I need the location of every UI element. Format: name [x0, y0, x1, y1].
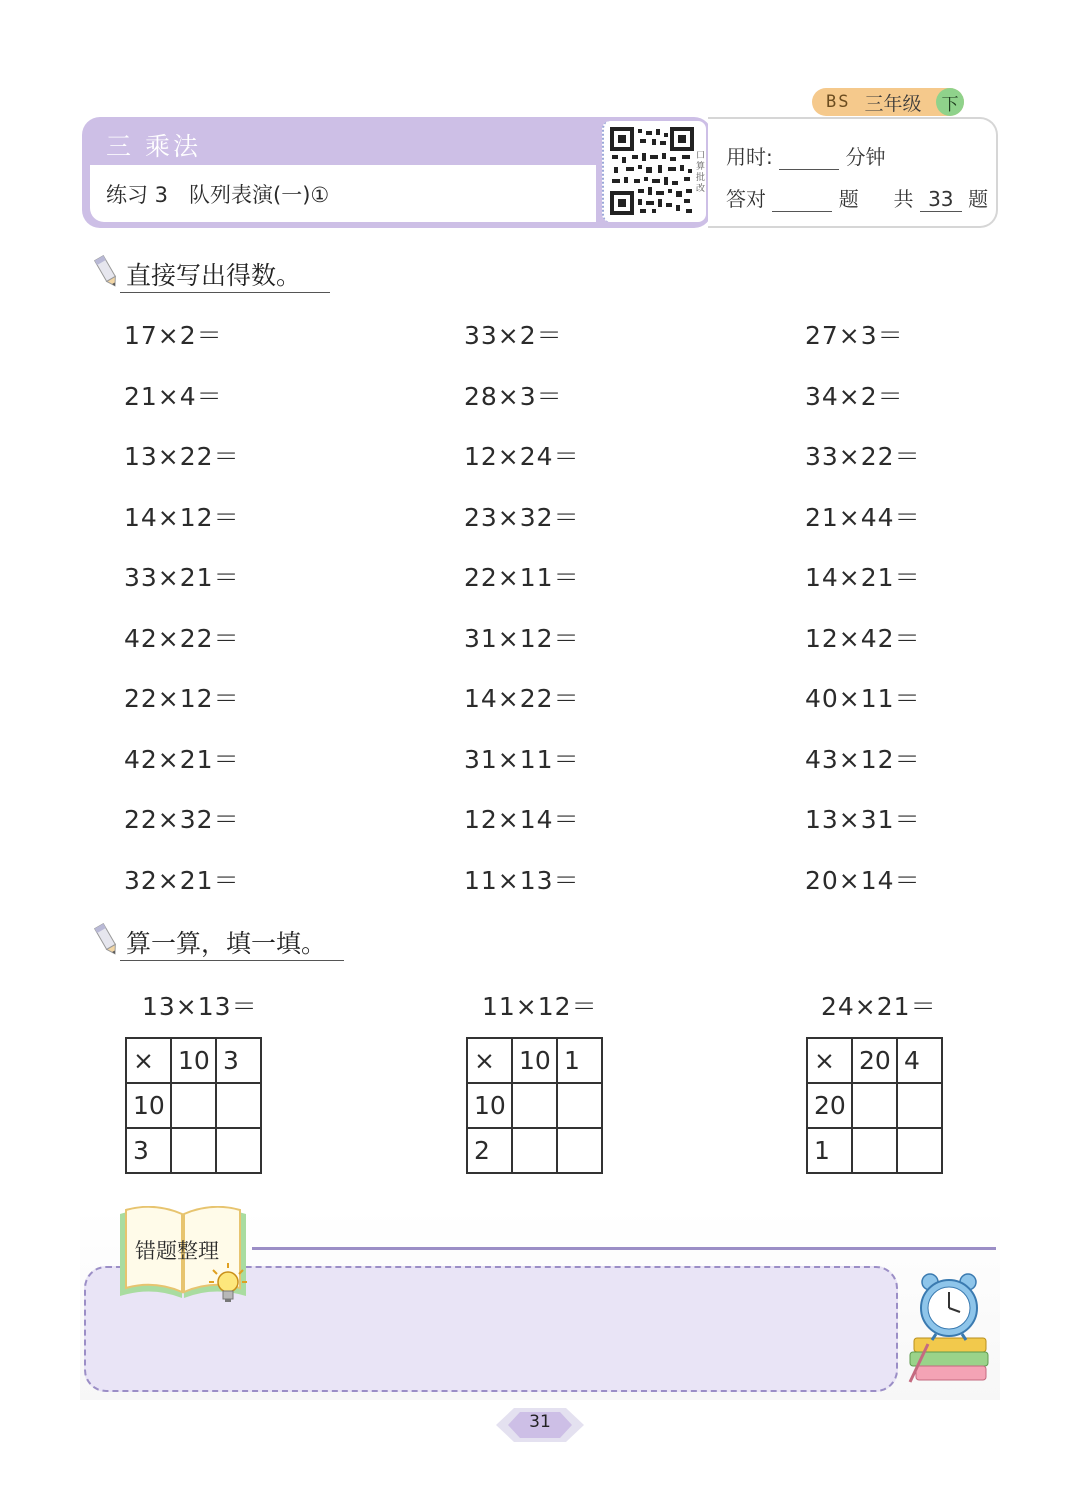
grid-cell: 2 — [467, 1128, 512, 1173]
grid-cell: 20 — [852, 1038, 897, 1083]
grid-answer-cell[interactable] — [557, 1128, 602, 1173]
mistake-divider — [252, 1247, 996, 1250]
time-label: 用时: — [726, 145, 773, 169]
grid-answer-cell[interactable] — [171, 1083, 216, 1128]
multiplication-grid — [806, 1037, 943, 1174]
grid-answer-cell[interactable] — [216, 1083, 261, 1128]
problem: 31×11＝ — [464, 745, 580, 774]
lightbulb-icon — [207, 1262, 249, 1304]
problem: 27×3＝ — [805, 321, 904, 350]
lesson-title: 练习 3 队列表演(一)① — [106, 183, 330, 207]
problem: 21×4＝ — [124, 382, 223, 411]
grid-answer-cell[interactable] — [512, 1083, 557, 1128]
grid-cell: 1 — [807, 1128, 852, 1173]
pencil-icon — [92, 254, 122, 290]
problem: 23×32＝ — [464, 503, 580, 532]
time-unit: 分钟 — [845, 145, 886, 169]
section2-title: 算一算，填一填。 — [126, 929, 327, 958]
grade-tag — [812, 88, 964, 116]
grade-label: 三年级 — [864, 92, 922, 115]
problem: 31×12＝ — [464, 624, 580, 653]
grid-answer-cell[interactable] — [897, 1083, 942, 1128]
problem: 28×3＝ — [464, 382, 563, 411]
grid-equation: 11×12＝ — [482, 992, 598, 1021]
problem: 22×11＝ — [464, 563, 580, 592]
problem: 14×21＝ — [805, 563, 921, 592]
lesson-box — [90, 165, 596, 222]
series-label: BS — [826, 92, 851, 112]
grid-cell: × — [467, 1038, 512, 1083]
problem: 34×2＝ — [805, 382, 904, 411]
grid-answer-cell[interactable] — [852, 1128, 897, 1173]
problem: 12×24＝ — [464, 442, 580, 471]
problem: 32×21＝ — [124, 866, 240, 895]
grid-answer-cell[interactable] — [852, 1083, 897, 1128]
grid-answer-cell[interactable] — [897, 1128, 942, 1173]
grid-answer-cell[interactable] — [171, 1128, 216, 1173]
multiplication-grid — [466, 1037, 603, 1174]
problem: 43×12＝ — [805, 745, 921, 774]
grid-cell: 3 — [126, 1128, 171, 1173]
problem: 21×44＝ — [805, 503, 921, 532]
qr-label: 口算批改 — [696, 151, 706, 194]
section1-title: 直接写出得数。 — [126, 261, 302, 290]
problem: 13×31＝ — [805, 805, 921, 834]
lesson-title-panel — [82, 117, 598, 228]
grid-cell: 4 — [897, 1038, 942, 1083]
alarm-clock-icon — [906, 1270, 992, 1388]
grid-equation: 24×21＝ — [821, 992, 937, 1021]
correct-blank[interactable] — [772, 193, 832, 212]
problem: 33×22＝ — [805, 442, 921, 471]
problem: 12×42＝ — [805, 624, 921, 653]
problem: 33×2＝ — [464, 321, 563, 350]
problem: 40×11＝ — [805, 684, 921, 713]
time-blank[interactable] — [779, 151, 839, 170]
grid-cell: 10 — [171, 1038, 216, 1083]
pencil-icon — [92, 922, 122, 958]
question-unit: 题 — [838, 187, 859, 211]
page-number: 31 — [529, 1412, 551, 1432]
section1-underline — [120, 292, 330, 293]
problem: 13×22＝ — [124, 442, 240, 471]
problem: 33×21＝ — [124, 563, 240, 592]
problem: 42×21＝ — [124, 745, 240, 774]
grid-cell: 10 — [126, 1083, 171, 1128]
section2-underline — [120, 960, 344, 961]
grid-equation: 13×13＝ — [142, 992, 258, 1021]
grid-answer-cell[interactable] — [216, 1128, 261, 1173]
score-row — [726, 183, 988, 212]
problem: 17×2＝ — [124, 321, 223, 350]
qr-code-icon[interactable] — [610, 127, 694, 215]
grid-answer-cell[interactable] — [512, 1128, 557, 1173]
lesson-header — [82, 117, 998, 228]
grid-cell: 3 — [216, 1038, 261, 1083]
time-row — [726, 141, 885, 170]
grid-cell: 1 — [557, 1038, 602, 1083]
mistake-label: 错题整理 — [135, 1239, 219, 1263]
qr-panel — [598, 117, 712, 228]
correct-label: 答对 — [726, 187, 766, 211]
total-count: 33 — [920, 187, 962, 212]
unit-title: 三 乘法 — [106, 132, 201, 161]
total-unit: 题 — [968, 187, 989, 211]
grid-cell: 20 — [807, 1083, 852, 1128]
grid-cell: × — [126, 1038, 171, 1083]
problem: 22×12＝ — [124, 684, 240, 713]
problem: 14×12＝ — [124, 503, 240, 532]
grid-answer-cell[interactable] — [557, 1083, 602, 1128]
grid-cell: × — [807, 1038, 852, 1083]
problem: 12×14＝ — [464, 805, 580, 834]
qr-frame — [602, 121, 706, 222]
multiplication-grid — [125, 1037, 262, 1174]
problem: 20×14＝ — [805, 866, 921, 895]
total-label: 共 — [893, 187, 914, 211]
volume-badge: 下 — [936, 88, 964, 116]
problem: 42×22＝ — [124, 624, 240, 653]
score-panel — [708, 117, 998, 228]
problem: 14×22＝ — [464, 684, 580, 713]
problem: 11×13＝ — [464, 866, 580, 895]
problem: 22×32＝ — [124, 805, 240, 834]
grid-cell: 10 — [512, 1038, 557, 1083]
grid-cell: 10 — [467, 1083, 512, 1128]
